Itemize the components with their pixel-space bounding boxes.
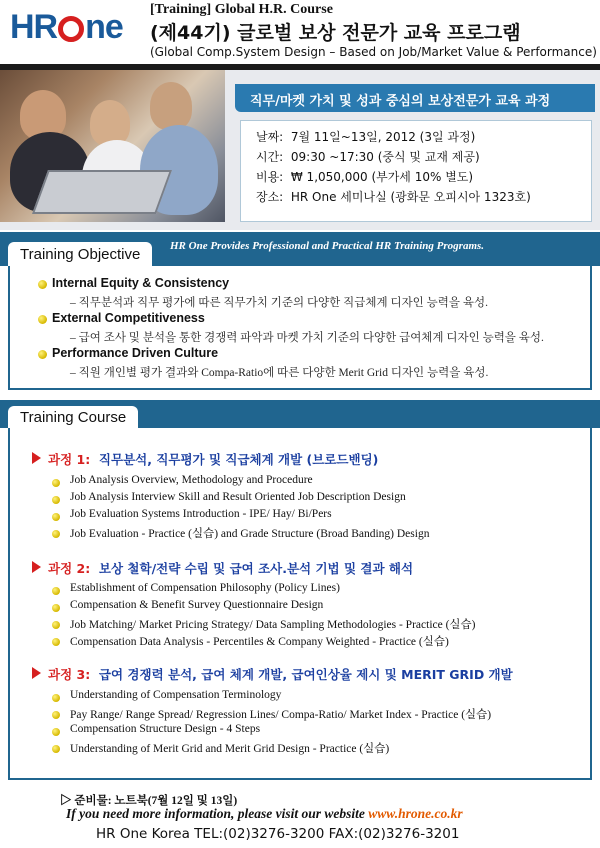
arrow-icon — [32, 561, 41, 573]
module-item: Compensation Data Analysis - Percentiles & Company Weighted - Practice (실습) — [70, 636, 449, 648]
contact-info: HR One Korea TEL:(02)3276-3200 FAX:(02)3276-3201 — [96, 826, 460, 842]
bullet-icon — [52, 513, 60, 521]
bullet-icon — [52, 711, 60, 719]
bullet-icon — [52, 621, 60, 629]
website-link[interactable]: www.hrone.co.kr — [368, 806, 463, 821]
bullet-icon — [52, 604, 60, 612]
hero-banner-text: 직무/마켓 가치 및 성과 중심의 보상전문가 교육 과정 — [250, 94, 551, 109]
module-title: 과정 2: 보상 철학/전략 수립 및 급여 조사.분석 기법 및 결과 해석 — [48, 561, 414, 576]
arrow-icon — [32, 452, 41, 464]
objective-tab: Training Objective — [8, 242, 152, 266]
website-note: If you need more information, please visit our website www.hrone.co.kr — [66, 806, 463, 821]
module-item: Establishment of Compensation Philosophy (Policy Lines) — [70, 582, 340, 594]
hrone-logo — [10, 8, 130, 58]
bullet-icon — [52, 587, 60, 595]
module-item: Compensation Structure Design - 4 Steps — [70, 723, 261, 735]
business-people-photo — [0, 70, 225, 222]
objective-desc: – 급여 조사 및 분석을 통한 경쟁력 파악과 마켓 가치 기준의 다양한 급여체계 디자인 능력을 육성. — [70, 332, 544, 344]
module-title: 과정 1: 직무분석, 직무평가 및 직급체계 개발 (브로드밴딩) — [48, 452, 379, 467]
objective-tagline: HR One Provides Professional and Practical HR Training Programs. — [170, 240, 485, 252]
logo-text-left: HR — [10, 8, 58, 46]
module-item: Job Evaluation Systems Introduction - IPE/ Hay/ Bi/Pers — [70, 508, 332, 520]
bullet-icon — [52, 530, 60, 538]
bullet-icon — [38, 315, 47, 324]
module-item: Compensation & Benefit Survey Questionnaire Design — [70, 599, 324, 611]
objective-title: Performance Driven Culture — [52, 346, 219, 360]
info-date: 날짜: 7월 11일~13일, 2012 (3일 과정) — [256, 130, 476, 144]
arrow-icon — [32, 667, 41, 679]
logo-ring-icon — [58, 16, 84, 42]
module-item: Job Evaluation - Practice (실습) and Grade Structure (Broad Banding) Design — [70, 528, 430, 540]
logo-text-right: ne — [85, 8, 123, 46]
module-item: Understanding of Compensation Terminology — [70, 689, 282, 701]
preparation-note: ▷ 준비물: 노트북(7월 12일 및 13일) — [60, 795, 238, 807]
objective-title: External Competitiveness — [52, 311, 205, 325]
bullet-icon — [52, 694, 60, 702]
module-item: Job Analysis Interview Skill and Result Oriented Job Description Design — [70, 491, 406, 503]
module-title: 과정 3: 급여 경쟁력 분석, 급여 체계 개발, 급여인상율 제시 및 MERIT GRID 개발 — [48, 667, 513, 682]
objective-desc: – 직원 개인별 평가 결과와 Compa-Ratio에 따른 다양한 Merit Grid 디자인 능력을 육성. — [70, 367, 489, 379]
course-tag: [Training] Global H.R. Course — [150, 2, 333, 17]
bullet-icon — [52, 496, 60, 504]
course-tab: Training Course — [8, 406, 138, 428]
bullet-icon — [52, 745, 60, 753]
module-item: Job Analysis Overview, Methodology and Procedure — [70, 474, 313, 486]
bullet-icon — [52, 728, 60, 736]
info-time: 시간: 09:30 ~17:30 (중식 및 교재 제공) — [256, 150, 480, 164]
bullet-icon — [52, 479, 60, 487]
bullet-icon — [38, 280, 47, 289]
info-place: 장소: HR One 세미나실 (광화문 오피시아 1323호) — [256, 190, 531, 204]
objective-title: Internal Equity & Consistency — [52, 276, 230, 290]
module-item: Pay Range/ Range Spread/ Regression Lines/ Compa-Ratio/ Market Index - Practice (실습) — [70, 709, 492, 721]
bullet-icon — [52, 638, 60, 646]
bullet-icon — [38, 350, 47, 359]
module-item: Understanding of Merit Grid and Merit Grid Design - Practice (실습) — [70, 743, 390, 755]
info-cost: 비용: ₩ 1,050,000 (부가세 10% 별도) — [256, 170, 474, 184]
module-item: Job Matching/ Market Pricing Strategy/ Data Sampling Methodologies - Practice (실습) — [70, 619, 476, 631]
objective-desc: – 직무분석과 직무 평가에 따른 직무가치 기준의 다양한 직급체계 디자인 능력을 육성. — [70, 297, 488, 309]
page-subtitle: (Global Comp.System Design – Based on Job/Market Value & Performance) — [150, 45, 597, 59]
page-title: (제44기) 글로벌 보상 전문가 교육 프로그램 — [150, 22, 521, 44]
